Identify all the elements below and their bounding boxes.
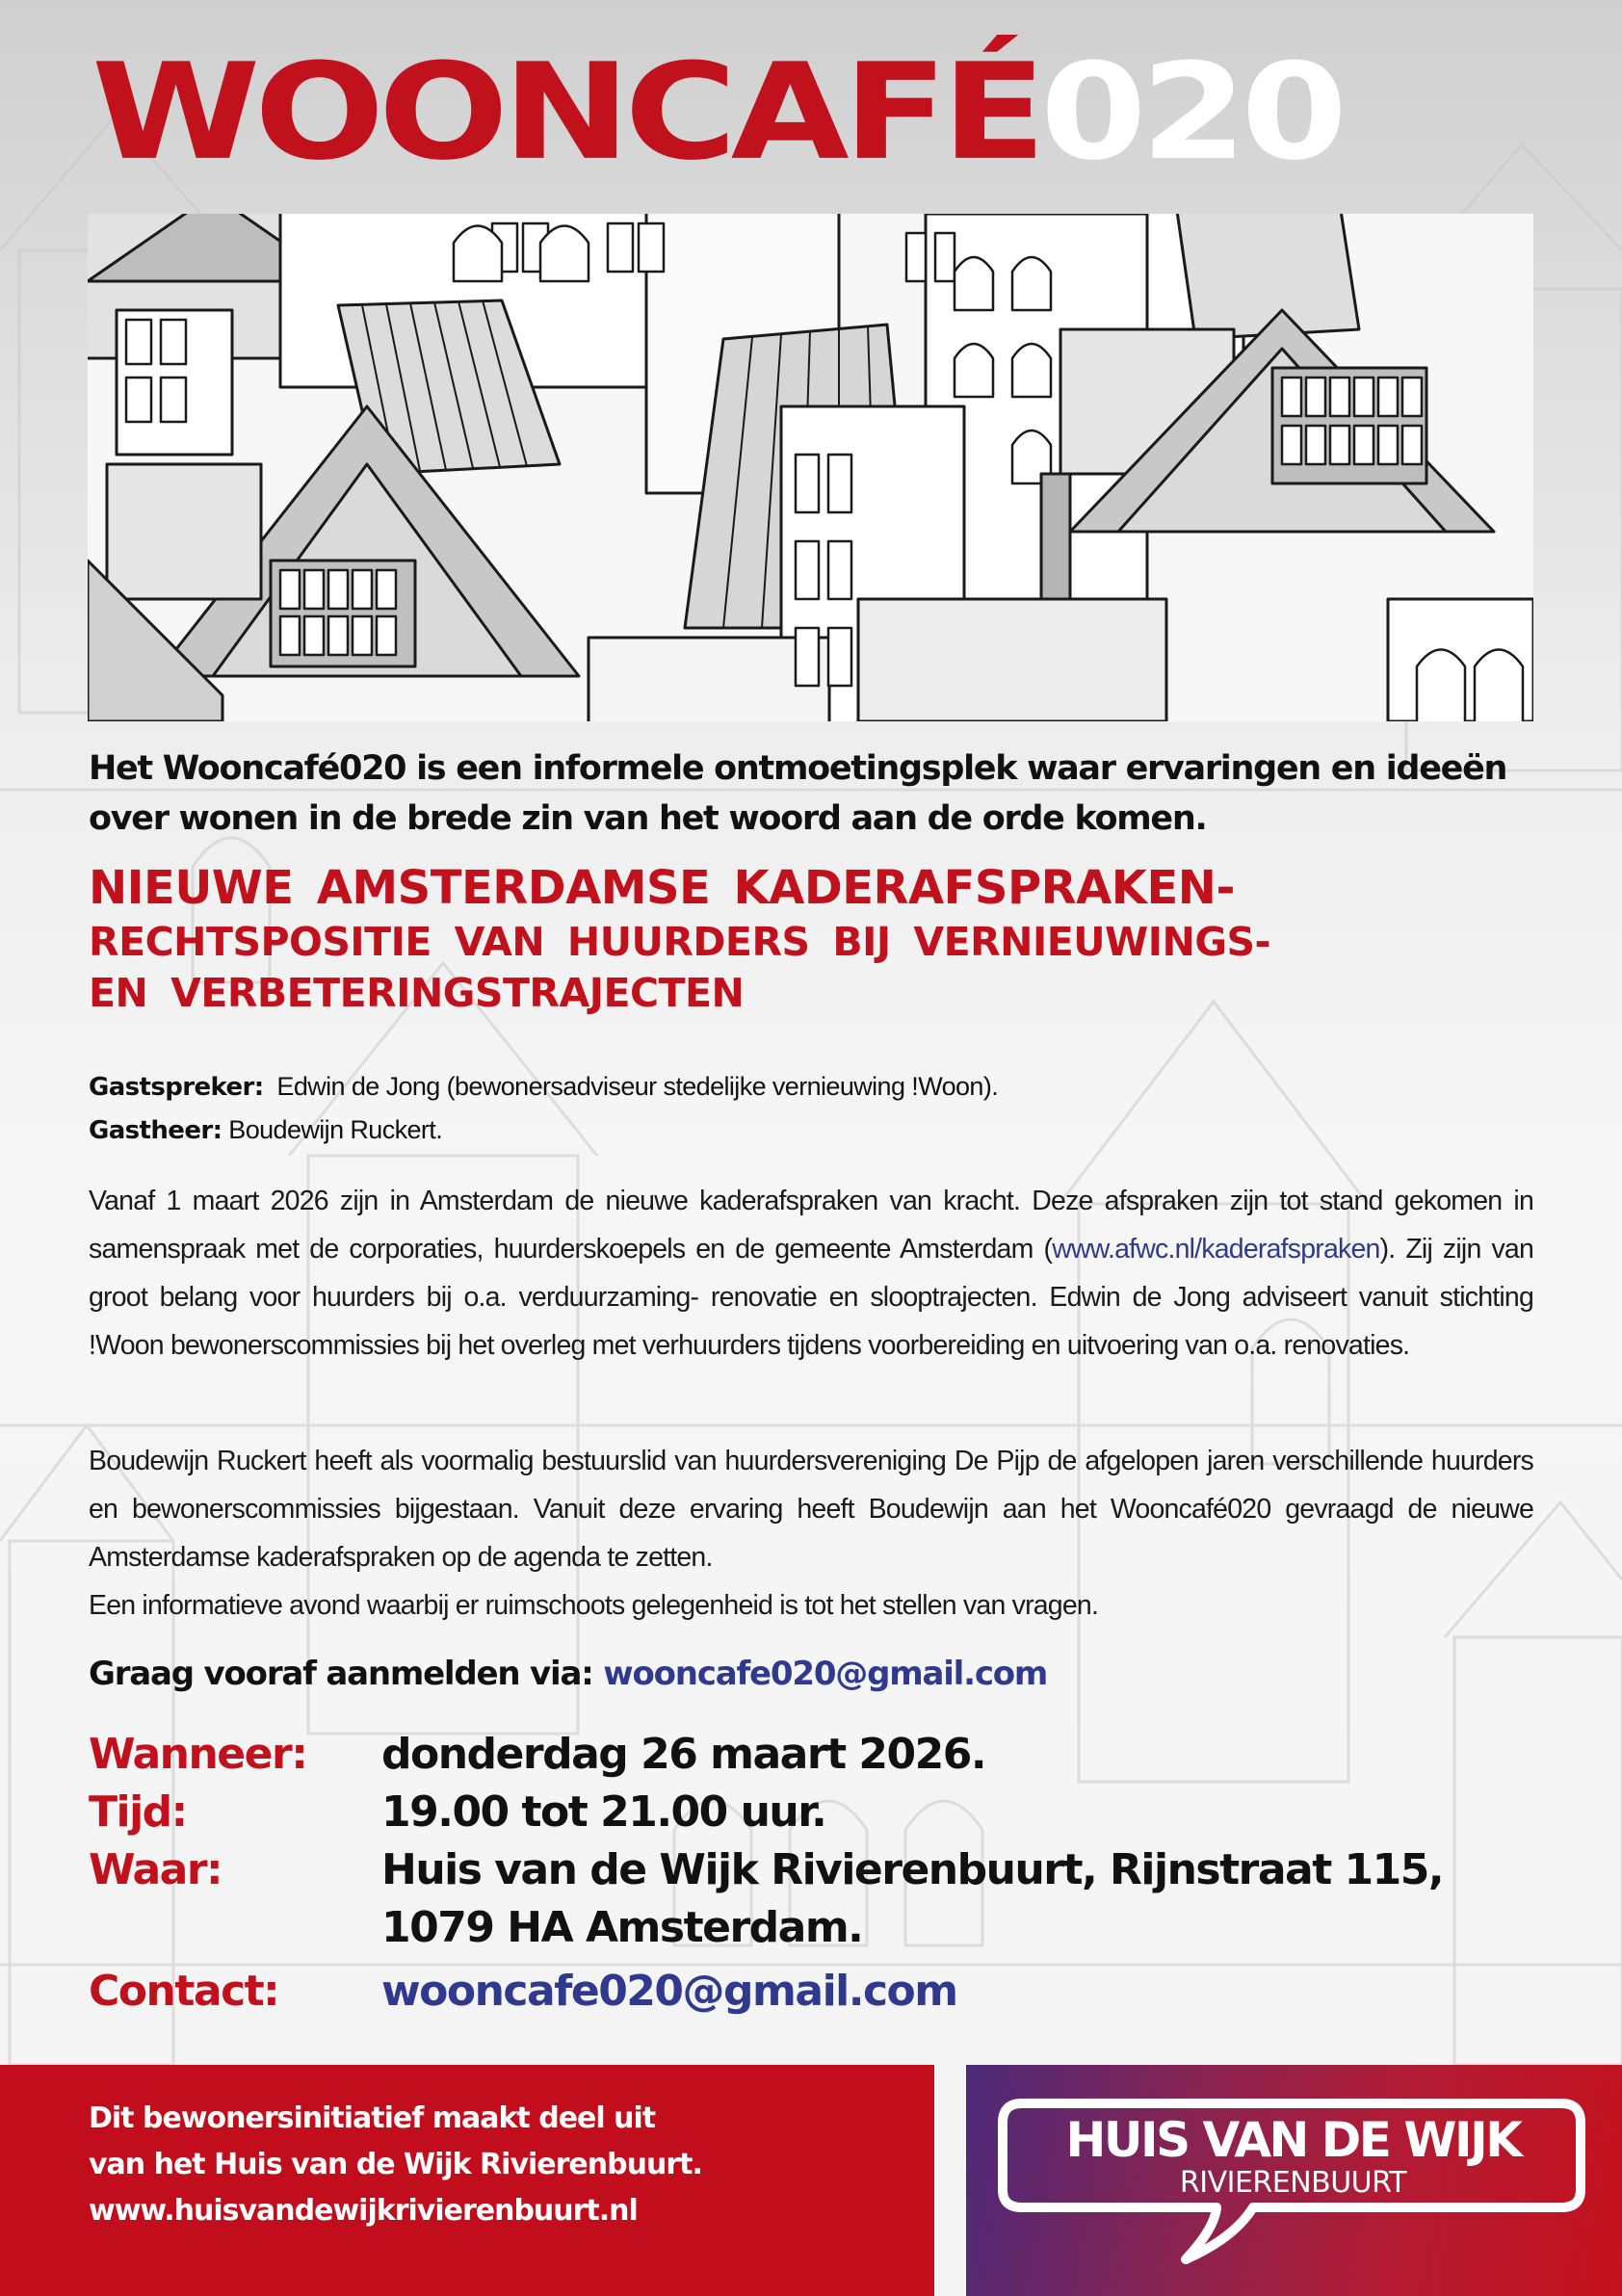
- detail-contact: [89, 1963, 1553, 2021]
- contact-email-link[interactable]: wooncafe020@gmail.com: [381, 1967, 957, 2016]
- detail-where: [89, 1841, 1553, 1899]
- detail-when: [89, 1726, 1553, 1784]
- headline-line-2: RECHTSPOSITIE VAN HUURDERS BIJ VERNIEUWINGS-: [89, 919, 1271, 965]
- where-label-spacer: [89, 1899, 381, 1957]
- detail-where-line2: [89, 1899, 1553, 1957]
- footer-line-1: Dit bewonersinitiatief maakt deel uit: [89, 2101, 656, 2135]
- headline-line-3: EN VERBETERINGSTRAJECTEN: [89, 970, 745, 1016]
- registration-label: Graag vooraf aanmelden via:: [89, 1655, 593, 1693]
- houses-illustration: [88, 214, 1533, 721]
- title-red-part: WOONCAFÉ: [92, 35, 1040, 191]
- logo-main-text: HUIS VAN DE WIJK: [1065, 2112, 1521, 2168]
- paragraph2-text: Boudewijn Ruckert heeft als voormalig bestuurslid van huurdersvereniging De Pijp de afgelopen jaren verschillende huurders en bewonerscommissies bijgestaan. Vanuit deze ervaring heeft Boudewijn aan het Wooncafé020 gevraagd de nieuwe Amsterdamse kaderafspraken op de agenda te zetten.: [89, 1446, 1533, 1573]
- logo-text: [1026, 2113, 1560, 2200]
- guest-speaker-label: Gastspreker:: [89, 1073, 264, 1102]
- detail-time: [89, 1784, 1553, 1841]
- host-value: Boudewijn Ruckert.: [228, 1115, 443, 1144]
- when-value: donderdag 26 maart 2026.: [381, 1730, 986, 1779]
- paragraph-host-background: [89, 1437, 1533, 1630]
- event-headline: [89, 859, 1543, 1019]
- time-label: Tijd:: [89, 1787, 187, 1837]
- host-row: [89, 1109, 1543, 1152]
- time-value: 19.00 tot 21.00 uur.: [381, 1787, 826, 1837]
- where-label: Waar:: [89, 1845, 222, 1894]
- event-details: [89, 1726, 1553, 2021]
- registration-email-link[interactable]: wooncafe020@gmail.com: [603, 1655, 1048, 1693]
- guest-speaker-row: [89, 1065, 1543, 1109]
- paragraph1-text-end: ). Zij zijn van groot belang voor huurders bij o.a. verduurzaming- renovatie en slooptrajecten. Edwin de Jong adviseert vanuit stichting !Woon bewonerscommissies bij het overleg met verhuurders tijdens voorbereiding en uitvoering van o.a. renovaties.: [89, 1234, 1533, 1361]
- host-label: Gastheer:: [89, 1116, 222, 1145]
- when-label: Wanneer:: [89, 1730, 307, 1779]
- huis-van-de-wijk-logo-panel: [966, 2065, 1622, 2296]
- intro-text: Het Wooncafé020 is een informele ontmoetingsplek waar ervaringen en ideeën over wonen in de brede zin van het woord aan de orde komen.: [89, 749, 1507, 838]
- headline-line-1: NIEUWE AMSTERDAMSE KADERAFSPRAKEN-: [89, 861, 1235, 915]
- where-value-line1: Huis van de Wijk Rivierenbuurt, Rijnstraat 115,: [381, 1845, 1444, 1894]
- title-white-part: 020: [1039, 35, 1342, 191]
- paragraph-kaderafspraken: [89, 1177, 1533, 1370]
- wooncafe020-logo-title: [92, 35, 1342, 191]
- registration-line: [89, 1655, 1047, 1693]
- footer-initiative-panel: [0, 2065, 934, 2296]
- paragraph1-text-start: Vanaf 1 maart 2026 zijn in Amsterdam de nieuwe kaderafspraken van kracht. Deze afspraken zijn tot stand gekomen in samenspraak met de corporaties, huurderskoepels en de gemeente Amsterdam (: [89, 1186, 1533, 1265]
- contact-label: Contact:: [89, 1967, 279, 2016]
- footer-line-2: van het Huis van de Wijk Rivierenbuurt.: [89, 2148, 702, 2181]
- speakers-block: [89, 1065, 1543, 1152]
- footer-website-link[interactable]: www.huisvandewijkrivierenbuurt.nl: [89, 2194, 638, 2228]
- afwc-link[interactable]: www.afwc.nl/kaderafspraken: [1052, 1234, 1380, 1265]
- logo-sub-text: RIVIERENBUURT: [1179, 2166, 1407, 2200]
- canal-houses-drawing: [88, 214, 1533, 721]
- guest-speaker-value: Edwin de Jong (bewonersadviseur stedelijke vernieuwing !Woon).: [276, 1072, 999, 1101]
- paragraph2-last-line: Een informatieve avond waarbij er ruimschoots gelegenheid is tot het stellen van vragen.: [89, 1590, 1099, 1621]
- where-value-line2: 1079 HA Amsterdam.: [381, 1903, 863, 1952]
